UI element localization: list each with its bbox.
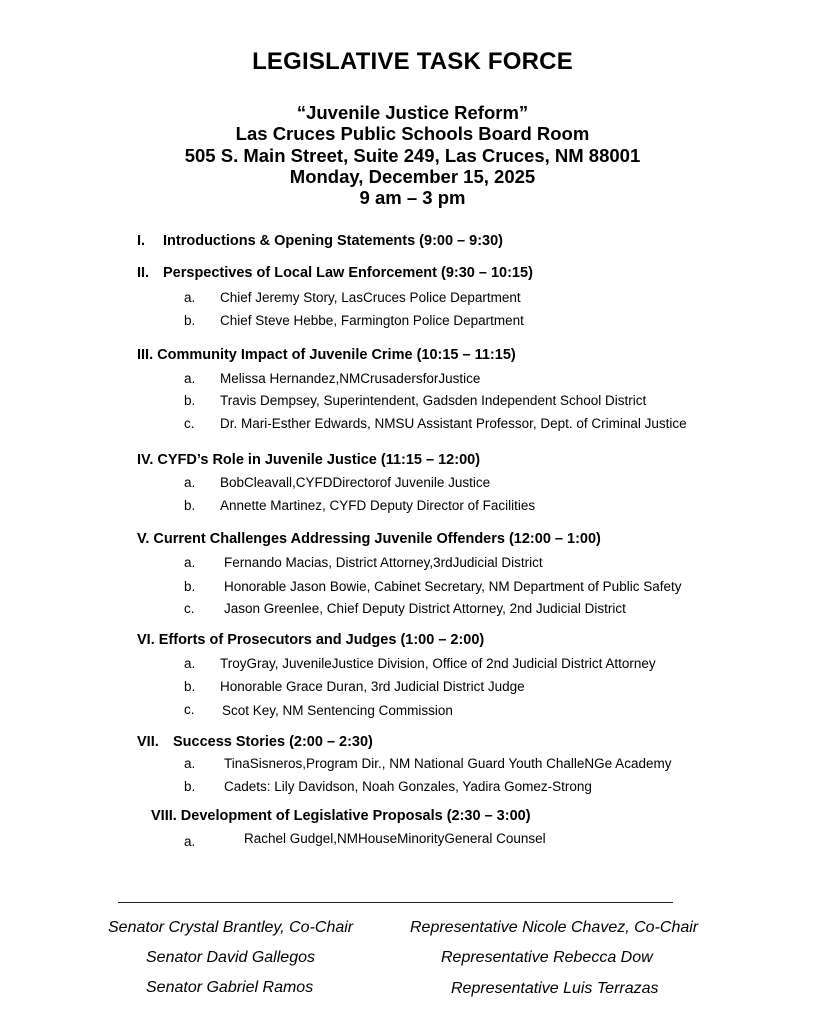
item-letter: a. — [184, 656, 196, 671]
section-number: III. — [137, 347, 154, 363]
section-title: Introductions & Opening Statements (9:00 – 9:30) — [163, 233, 503, 249]
agenda-item: TroyGray, JuvenileJustice Division, Office of 2nd Judicial District Attorney — [220, 656, 656, 671]
meeting-date: Monday, December 15, 2025 — [289, 166, 536, 187]
agenda-item: Chief Steve Hebbe, Farmington Police Department — [220, 313, 524, 328]
section-3-heading — [137, 347, 516, 363]
item-letter: a. — [184, 371, 196, 386]
item-letter: c. — [184, 702, 195, 717]
meeting-topic: “Juvenile Justice Reform” — [296, 102, 529, 123]
agenda-item: Jason Greenlee, Chief Deputy District Attorney, 2nd Judicial District — [224, 601, 626, 616]
section-number: I. — [137, 233, 146, 249]
section-number: V. — [137, 531, 150, 547]
signature-right-2: Representative Rebecca Dow — [441, 949, 653, 966]
document-title: LEGISLATIVE TASK FORCE — [252, 48, 573, 75]
agenda-item: TinaSisneros,Program Dir., NM National Guard Youth ChalleNGe Academy — [224, 756, 672, 771]
agenda-item: Rachel Gudgel,NMHouseMinorityGeneral Counsel — [244, 831, 546, 846]
item-letter: b. — [184, 313, 196, 328]
item-letter: a. — [184, 756, 196, 771]
section-title: Perspectives of Local Law Enforcement (9:30 – 10:15) — [163, 265, 533, 281]
agenda-item: Dr. Mari-Esther Edwards, NMSU Assistant Professor, Dept. of Criminal Justice — [220, 416, 687, 431]
agenda-item: BobCleavall,CYFDDirectorof Juvenile Justice — [220, 475, 491, 490]
signature-right-1: Representative Nicole Chavez, Co-Chair — [410, 919, 699, 936]
signature-right-3: Representative Luis Terrazas — [451, 980, 659, 997]
section-number: VIII. — [151, 808, 177, 824]
agenda-item: Cadets: Lily Davidson, Noah Gonzales, Yadira Gomez-Strong — [224, 779, 592, 794]
item-letter: b. — [184, 393, 196, 408]
section-1-heading — [137, 233, 503, 249]
signature-left-1: Senator Crystal Brantley, Co-Chair — [108, 919, 354, 936]
agenda-item: Chief Jeremy Story, LasCruces Police Department — [220, 290, 521, 305]
agenda-item: Annette Martinez, CYFD Deputy Director of Facilities — [220, 498, 536, 513]
item-letter: a. — [184, 834, 196, 849]
item-letter: a. — [184, 475, 196, 490]
section-title: CYFD’s Role in Juvenile Justice (11:15 – 12:00) — [157, 452, 481, 468]
section-7-heading — [137, 734, 373, 750]
section-2-heading — [137, 265, 533, 281]
section-number: VI. — [137, 632, 155, 648]
meeting-venue: Las Cruces Public Schools Board Room — [235, 123, 590, 144]
meeting-address: 505 S. Main Street, Suite 249, Las Cruces, NM 88001 — [184, 145, 641, 166]
agenda-item: Honorable Jason Bowie, Cabinet Secretary, NM Department of Public Safety — [224, 579, 682, 594]
section-number: II. — [137, 265, 150, 281]
section-6-heading — [137, 632, 484, 648]
section-4-heading — [137, 452, 480, 468]
item-letter: b. — [184, 579, 196, 594]
section-number: IV. — [137, 452, 154, 468]
agenda-item: Honorable Grace Duran, 3rd Judicial District Judge — [220, 679, 525, 694]
section-number: VII. — [137, 734, 159, 750]
item-letter: a. — [184, 555, 196, 570]
section-8-heading — [151, 808, 531, 824]
signature-rule — [118, 902, 673, 903]
signature-left-2: Senator David Gallegos — [146, 949, 315, 966]
item-letter: b. — [184, 498, 196, 513]
agenda-item: Melissa Hernandez,NMCrusadersforJustice — [220, 371, 481, 386]
item-letter: c. — [184, 416, 195, 431]
section-title: Community Impact of Juvenile Crime (10:15 – 11:15) — [157, 347, 516, 363]
section-title: Success Stories (2:00 – 2:30) — [173, 734, 373, 750]
section-title: Development of Legislative Proposals (2:30 – 3:00) — [180, 808, 531, 824]
agenda-item: Travis Dempsey, Superintendent, Gadsden Independent School District — [220, 393, 647, 408]
item-letter: c. — [184, 601, 195, 616]
item-letter: a. — [184, 290, 196, 305]
item-letter: b. — [184, 679, 196, 694]
agenda-item: Fernando Macias, District Attorney,3rdJudicial District — [224, 555, 543, 570]
signature-left-3: Senator Gabriel Ramos — [146, 979, 314, 996]
agenda-item: Scot Key, NM Sentencing Commission — [222, 703, 453, 718]
section-title: Current Challenges Addressing Juvenile Offenders (12:00 – 1:00) — [153, 531, 601, 547]
item-letter: b. — [184, 779, 196, 794]
meeting-time: 9 am – 3 pm — [359, 187, 466, 208]
section-5-heading — [137, 531, 601, 547]
section-title: Efforts of Prosecutors and Judges (1:00 – 2:00) — [158, 632, 485, 648]
